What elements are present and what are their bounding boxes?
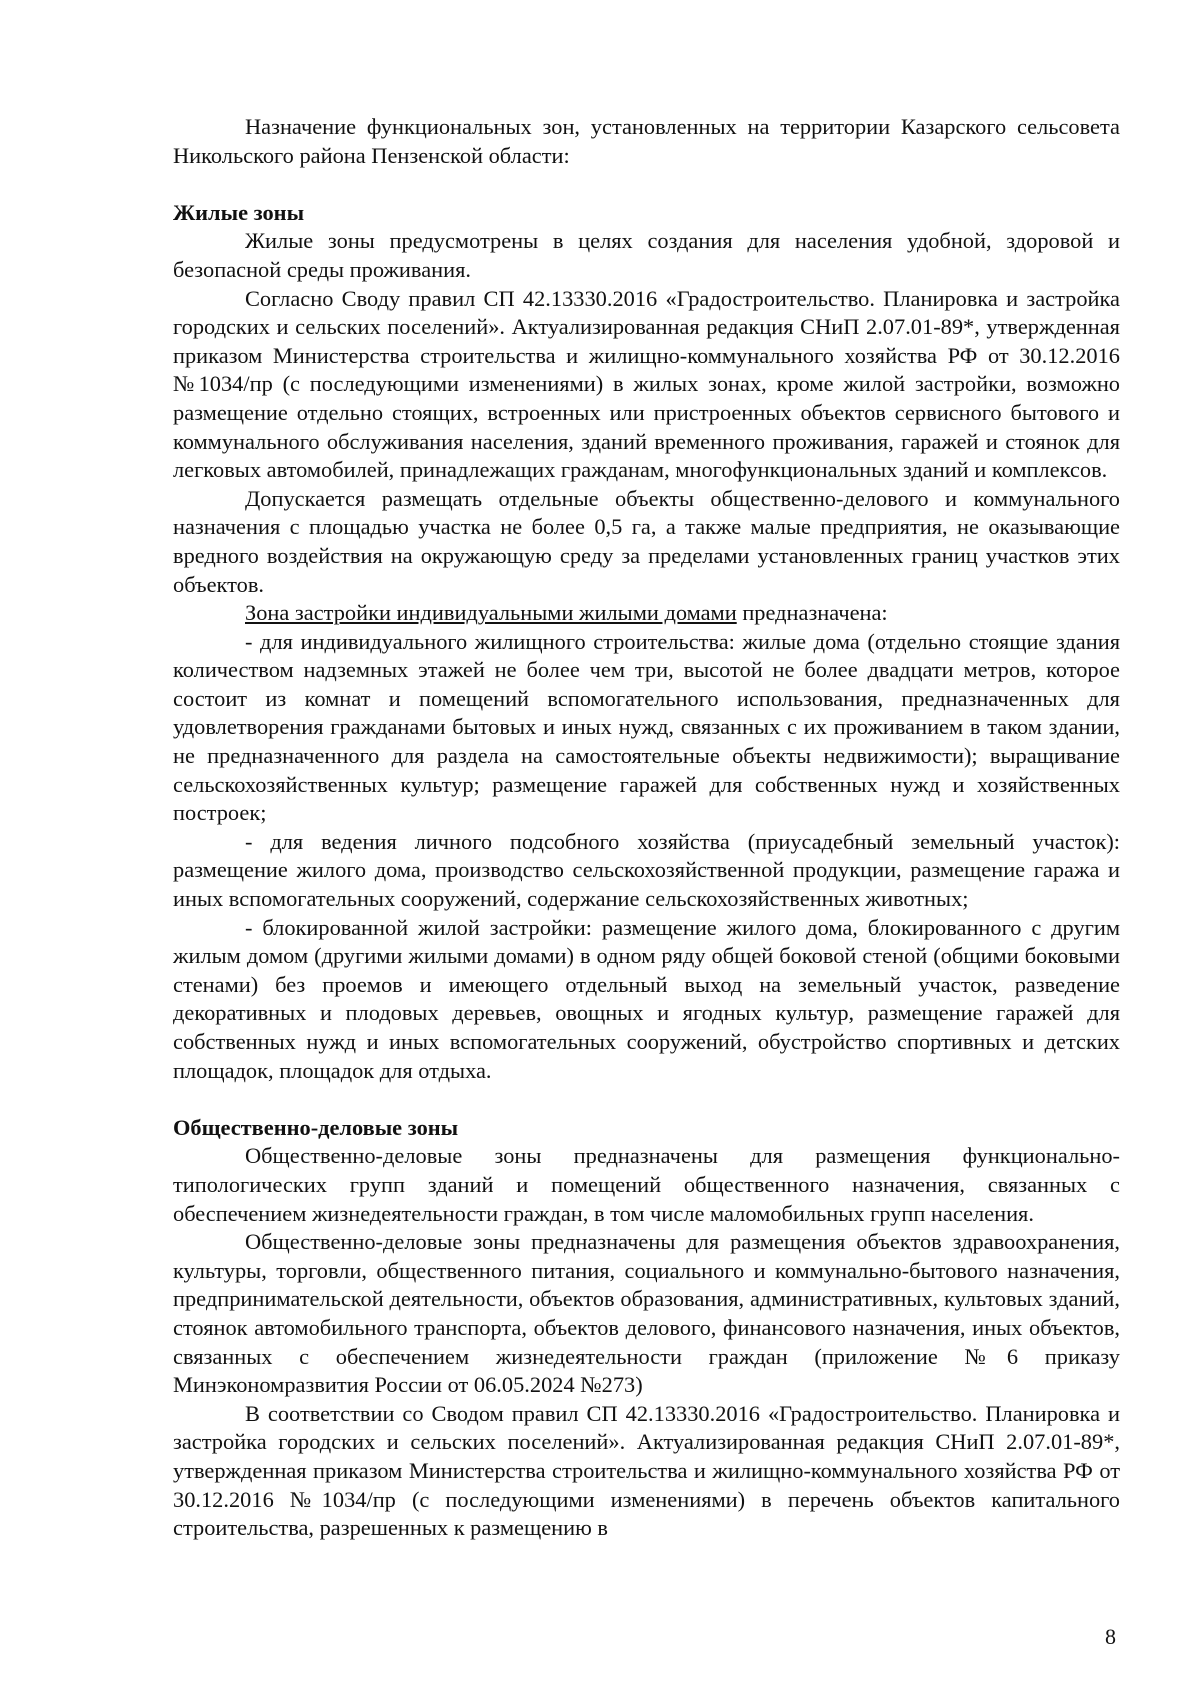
spacer	[173, 1085, 1120, 1114]
residential-paragraph-3: Допускается размещать отдельные объекты общественно-делового и коммунального назначения с площадью участка не более 0,5 га, а также малые предприятия, не оказывающие вредного воздействия на окружающую среду за пределами установленных границ участков этих объектов.	[173, 485, 1120, 597]
residential-paragraph-1: Жилые зоны предусмотрены в целях создания для населения удобной, здоровой и безопасной среды проживания.	[173, 228, 1120, 282]
business-paragraph-1: Общественно-деловые зоны предназначены для размещения функционально-типологических групп зданий и помещений общественного назначения, связанных с обеспечением жизнедеятельности граждан, в том числе маломобильных групп населения.	[173, 1143, 1120, 1226]
business-paragraph-3: В соответствии со Сводом правил СП 42.13330.2016 «Градостроительство. Планировка и застройка городских и сельских поселений». Актуализированная редакция СНиП 2.07.01-89*, утвержденная приказом Министерства строительства и жилищно-коммунального хозяйства РФ от 30.12.2016 №1034/пр (с последующими изменениями) в перечень объектов капитального строительства, разрешенных к размещению в	[173, 1400, 1120, 1541]
residential-paragraph-2: Согласно Своду правил СП 42.13330.2016 «Градостроительство. Планировка и застройка городских и сельских поселений». Актуализированная редакция СНиП 2.07.01-89*, утвержденная приказом Министерства строительства и жилищно-коммунального хозяйства РФ от 30.12.2016 №1034/пр (с последующими изменениями) в жилых зонах, кроме жилой застройки, возможно размещение отдельно стоящих, встроенных или пристроенных объектов сервисного бытового и коммунального обслуживания населения, зданий временного проживания, гаражей и стоянок для легковых автомобилей, принадлежащих гражданам, многофункциональных зданий и комплексов.	[173, 285, 1120, 483]
residential-paragraph-4-rest: предназначена:	[736, 600, 888, 626]
business-paragraph-2: Общественно-деловые зоны предназначены для размещения объектов здравоохранения, культуры, торговли, общественного питания, социального и коммунально-бытового назначения, предпринимательской деятельности, объектов образования, административных, культовых зданий, стоянок автомобильного транспорта, объектов делового, финансового назначения, иных объектов, связанных с обеспечением жизнедеятельности граждан (приложение №6 приказу Минэкономразвития России от 06.05.2024 №273)	[173, 1229, 1120, 1398]
page-number: 8	[1105, 1624, 1116, 1649]
business-zones-heading: Общественно-деловые зоны	[173, 1114, 459, 1140]
residential-zones-heading: Жилые зоны	[173, 199, 305, 225]
residential-paragraph-7: - блокированной жилой застройки: размещение жилого дома, блокированного с другим жилым домом (другими жилыми домами) в одном ряду общей боковой стеной (общими боковыми стенами) без проемов и имеющего отдельный выход на земельный участок, разведение декоративных и плодовых деревьев, овощных и ягодных культур, размещение гаражей для собственных нужд и иных вспомогательных сооружений, обустройство спортивных и детских площадок, площадок для отдыха.	[173, 914, 1120, 1083]
individual-housing-zone-term: Зона застройки индивидуальными жилыми домами	[245, 600, 737, 626]
residential-paragraph-4	[173, 599, 1120, 628]
intro-paragraph: Назначение функциональных зон, установленных на территории Казарского сельсовета Никольского района Пензенской области:	[173, 114, 1120, 168]
residential-paragraph-5: - для индивидуального жилищного строительства: жилые дома (отдельно стоящие здания количеством надземных этажей не более чем три, высотой не более двадцати метров, которое состоит из комнат и помещений вспомогательного использования, предназначенных для удовлетворения гражданами бытовых и иных нужд, связанных с их проживанием в таком здании, не предназначенного для раздела на самостоятельные объекты недвижимости); выращивание сельскохозяйственных культур; размещение гаражей для собственных нужд и хозяйственных построек;	[173, 628, 1120, 826]
document-page	[173, 113, 1120, 1543]
spacer	[173, 170, 1120, 199]
residential-paragraph-6: - для ведения личного подсобного хозяйства (приусадебный земельный участок): размещение жилого дома, производство сельскохозяйственной продукции, размещение гаража и иных вспомогательных сооружений, содержание сельскохозяйственных животных;	[173, 828, 1120, 912]
